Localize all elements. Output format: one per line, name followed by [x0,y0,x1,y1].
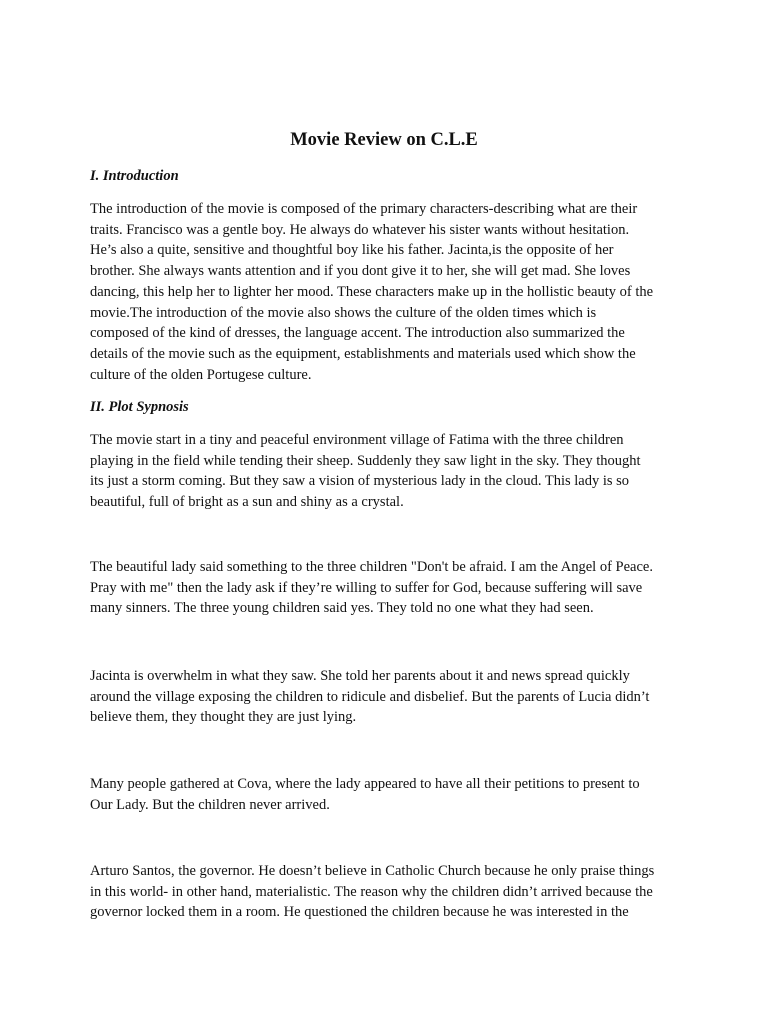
text-line: playing in the field while tending their sheep. Suddenly they saw light in the sky. They thought [90,452,641,469]
text-line: composed of the kind of dresses, the language accent. The introduction also summarized the [90,325,625,342]
page-title: Movie Review on C.L.E [290,130,478,150]
paragraph-plot-2 [90,557,690,619]
text-line: believe them, they thought they are just lying. [90,709,357,726]
paragraph-plot-4 [90,774,690,815]
text-line: culture of the olden Portugese culture. [90,366,312,383]
paragraph-plot-1 [90,430,690,513]
section-heading-plot-synopsis: II. Plot Sypnosis [90,399,189,415]
text-line: Many people gathered at Cova, where the lady appeared to have all their petitions to present to [90,776,640,792]
text-line: traits. Francisco was a gentle boy. He always do whatever his sister wants without hesitation. [90,221,630,238]
text-line: The introduction of the movie is composed of the primary characters-describing what are their [90,201,638,217]
text-line: brother. She always wants attention and if you dont give it to her, she will get mad. She loves [90,263,631,280]
paragraph-plot-3 [90,666,690,728]
text-line: dancing, this help her to lighter her mood. These characters make up in the hollistic beauty of the [90,283,654,300]
text-line: movie.The introduction of the movie also shows the culture of the olden times which is [90,304,597,321]
text-line: Arturo Santos, the governor. He doesn’t believe in Catholic Church because he only praise things [90,863,655,879]
text-line: beautiful, full of bright as a sun and shiny as a crystal. [90,494,404,511]
text-line: governor locked them in a room. He questioned the children because he was interested in the [90,904,629,921]
paragraph-plot-5 [90,861,690,923]
text-line: The beautiful lady said something to the three children "Don't be afraid. I am the Angel of Peace. [90,559,653,575]
text-line: details of the movie such as the equipment, establishments and materials used which show the [90,345,636,362]
section-heading-introduction: I. Introduction [90,168,179,184]
text-line: many sinners. The three young children said yes. They told no one what they had seen. [90,600,594,617]
text-line: around the village exposing the children to ridicule and disbelief. But the parents of Lucia didn’t [90,688,650,705]
text-line: its just a storm coming. But they saw a vision of mysterious lady in the cloud. This lady is so [90,473,630,490]
text-line: He’s also a quite, sensitive and thoughtful boy like his father. Jacinta,is the opposite of her [90,242,614,259]
text-line: Pray with me" then the lady ask if they’re willing to suffer for God, because suffering will save [90,579,643,596]
paragraph-introduction [90,199,690,385]
text-line: in this world- in other hand, materialistic. The reason why the children didn’t arrived because the [90,883,653,900]
text-line: Jacinta is overwhelm in what they saw. She told her parents about it and news spread quickly [90,668,630,684]
text-line: The movie start in a tiny and peaceful environment village of Fatima with the three children [90,432,624,448]
text-line: Our Lady. But the children never arrived. [90,796,330,813]
